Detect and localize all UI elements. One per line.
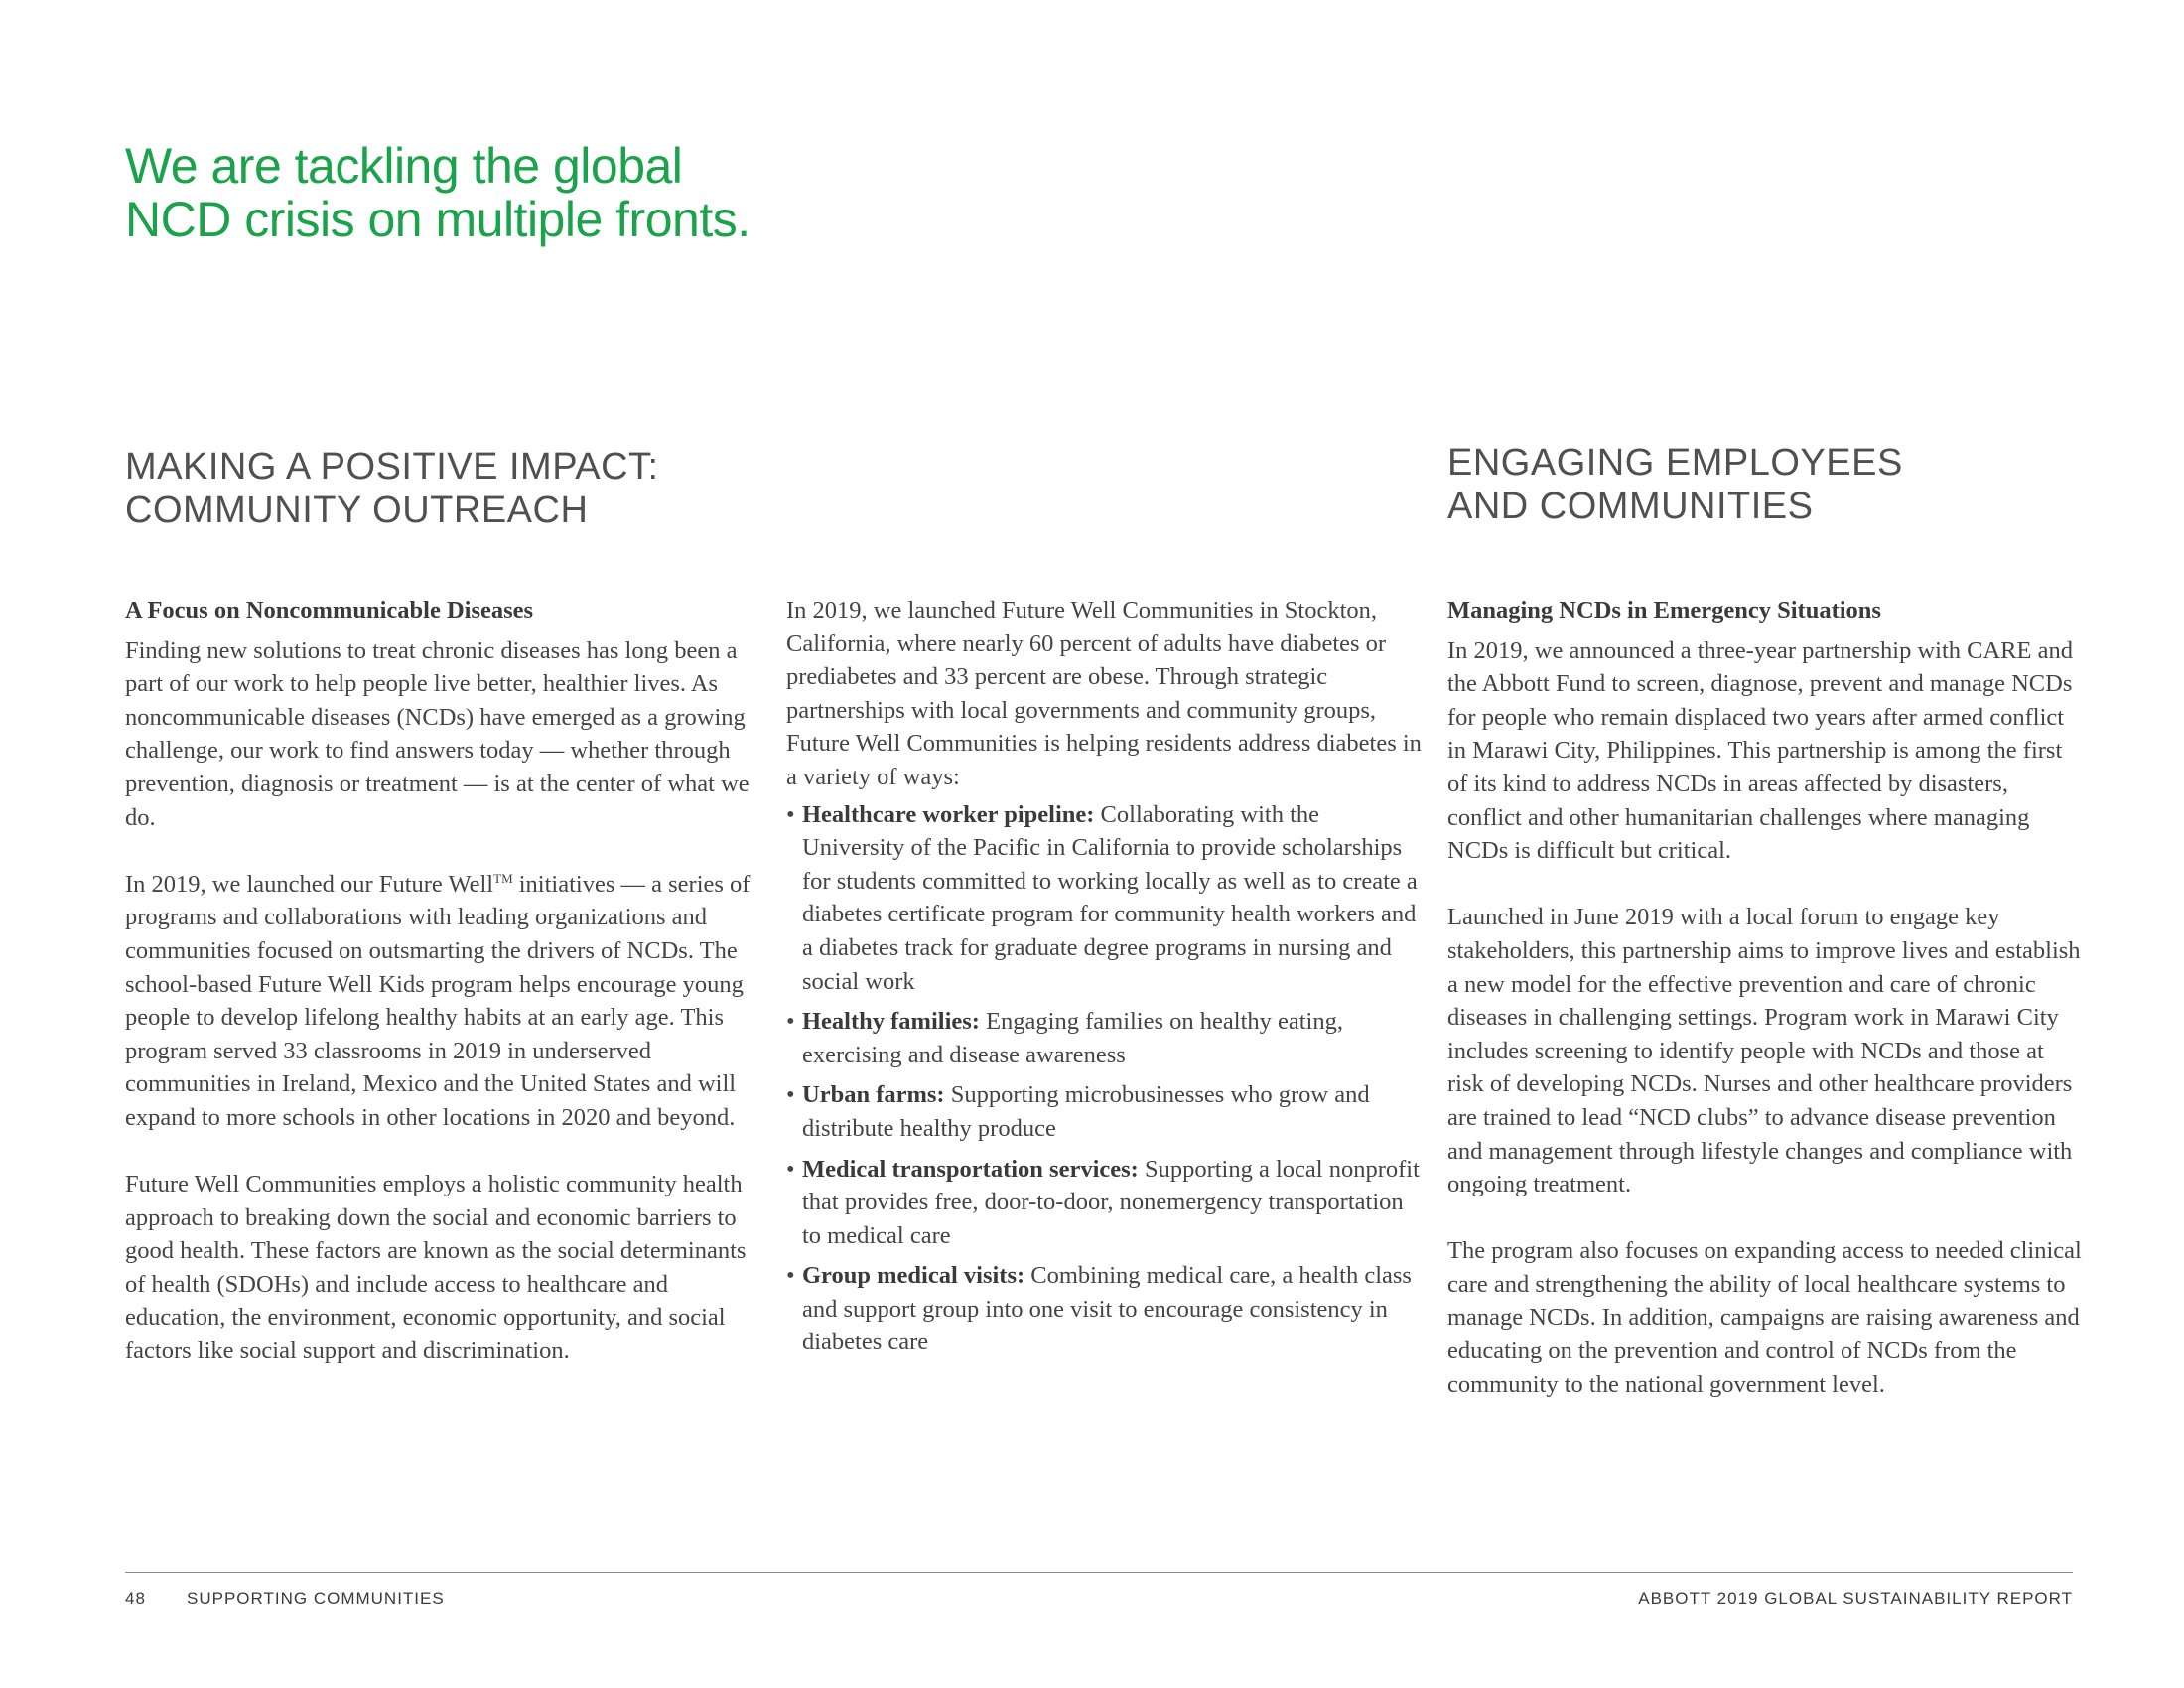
list-item-label: Group medical visits: (802, 1262, 1025, 1290)
list-item (786, 1259, 1422, 1359)
list-item-text: Supporting microbusinesses who grow and distribute healthy produce (802, 1081, 1370, 1142)
text-column-2 (786, 594, 1422, 1366)
paragraph: In 2019, we announced a three-year partnership with CARE and the Abbott Fund to screen, diagnose, prevent and manage NCDs for people who remain displaced two years after armed conflict in Marawi City, Philippines. This partnership is among the first of its kind to address NCDs in areas affected by disasters, conflict and other humanitarian challenges where managing NCDs is difficult but critical. (1447, 636, 2073, 865)
subhead-ncd-focus: A Focus on Noncommunicable Diseases (125, 597, 534, 624)
subhead-emergency-situations: Managing NCDs in Emergency Situations (1447, 597, 1881, 624)
footer-section-name: SUPPORTING COMMUNITIES (187, 1589, 445, 1608)
paragraph: The program also focuses on expanding access to needed clinical care and strengthening the ability of local healthcare systems to manage NCDs. In addition, campaigns are raising awareness and educating on the prevention and control of NCDs from the community to the national government level. (1447, 1237, 2082, 1398)
list-item-text: Combining medical care, a health class and support group into one visit to encourage consistency in diabetes care (802, 1262, 1412, 1356)
paragraph: Future Well Communities employs a holistic community health approach to breaking down the social and economic barriers to good health. These factors are known as the social determinants of health (SDOHs) and include access to healthcare and education, the environment, economic opportunity, and social factors like social support and discrimination. (125, 1171, 747, 1365)
headline-line-2: NCD crisis on multiple fronts. (125, 192, 751, 247)
bullet-icon: • (786, 1262, 795, 1290)
trademark-mark: TM (493, 870, 513, 886)
footer-report-name: ABBOTT 2019 GLOBAL SUSTAINABILITY REPORT (1638, 1589, 2073, 1608)
list-item (786, 1078, 1422, 1145)
paragraph-text: In 2019, we launched our Future Well (125, 870, 494, 898)
section-title-line-1: ENGAGING EMPLOYEES (1447, 442, 1903, 484)
page-headline (125, 139, 1019, 246)
headline-line-1: We are tackling the global (125, 138, 683, 194)
bullet-icon: • (786, 1155, 795, 1183)
page-number: 48 (125, 1589, 146, 1608)
list-item (786, 798, 1422, 999)
initiatives-list (786, 798, 1422, 1360)
text-column-3 (1447, 594, 2083, 1401)
list-item-text: Engaging families on healthy eating, exercising and disease awareness (802, 1008, 1343, 1068)
paragraph (125, 868, 760, 1135)
section-title-line-2: AND COMMUNITIES (1447, 486, 1814, 527)
footer-divider (125, 1572, 2073, 1573)
bullet-icon: • (786, 1008, 795, 1036)
text-column-1 (125, 594, 760, 1368)
list-item (786, 1005, 1422, 1071)
list-item-label: Medical transportation services: (802, 1155, 1139, 1183)
section-title-line-1: MAKING A POSITIVE IMPACT: (125, 446, 659, 488)
list-item-label: Urban farms: (802, 1081, 945, 1109)
section-title-line-2: COMMUNITY OUTREACH (125, 490, 589, 531)
paragraph-text: initiatives — a series of programs and collaborations with leading organizations and communities focused on outsmarting the drivers of NCDs. The school-based Future Well Kids program helps encourage young people to develop lifelong healthy habits at an early age. This program served 33 classrooms in 2019 in underserved communities in Ireland, Mexico and the United States and will expand to more schools in other locations in 2020 and beyond. (125, 870, 751, 1131)
paragraph: Launched in June 2019 with a local forum to engage key stakeholders, this partnership aims to improve lives and establish a new model for the effective prevention and care of chronic diseases in challenging settings. Program work in Marawi City includes screening to identify people with NCDs and those at risk of developing NCDs. Nurses and other healthcare providers are trained to lead “NCD clubs” to advance disease prevention and management through lifestyle changes and compliance with ongoing treatment. (1447, 904, 2081, 1198)
list-item-text: Collaborating with the University of the Pacific in California to provide scholarships for students committed to working locally as well as to create a diabetes certificate program for community health workers and a diabetes track for graduate degree programs in nursing and social work (802, 800, 1418, 995)
list-item-label: Healthcare worker pipeline: (802, 800, 1095, 828)
bullet-icon: • (786, 1081, 795, 1109)
paragraph: In 2019, we launched Future Well Communities in Stockton, California, where nearly 60 percent of adults have diabetes or prediabetes and 33 percent are obese. Through strategic partnerships with local governments and community groups, Future Well Communities is helping residents address diabetes in a variety of ways: (786, 597, 1422, 790)
paragraph: Finding new solutions to treat chronic diseases has long been a part of our work to help people live better, healthier lives. As noncommunicable diseases (NCDs) have emerged as a growing challenge, our work to find answers today — whether through prevention, diagnosis or treatment — is at the center of what we do. (125, 636, 750, 831)
list-item-label: Healthy families: (802, 1008, 980, 1036)
section-title-engaging-employees (1447, 441, 2142, 528)
list-item-text: Supporting a local nonprofit that provides free, door-to-door, nonemergency transportation to medical care (802, 1155, 1420, 1249)
bullet-icon: • (786, 800, 795, 828)
section-title-community-outreach (125, 445, 820, 532)
list-item (786, 1153, 1422, 1253)
